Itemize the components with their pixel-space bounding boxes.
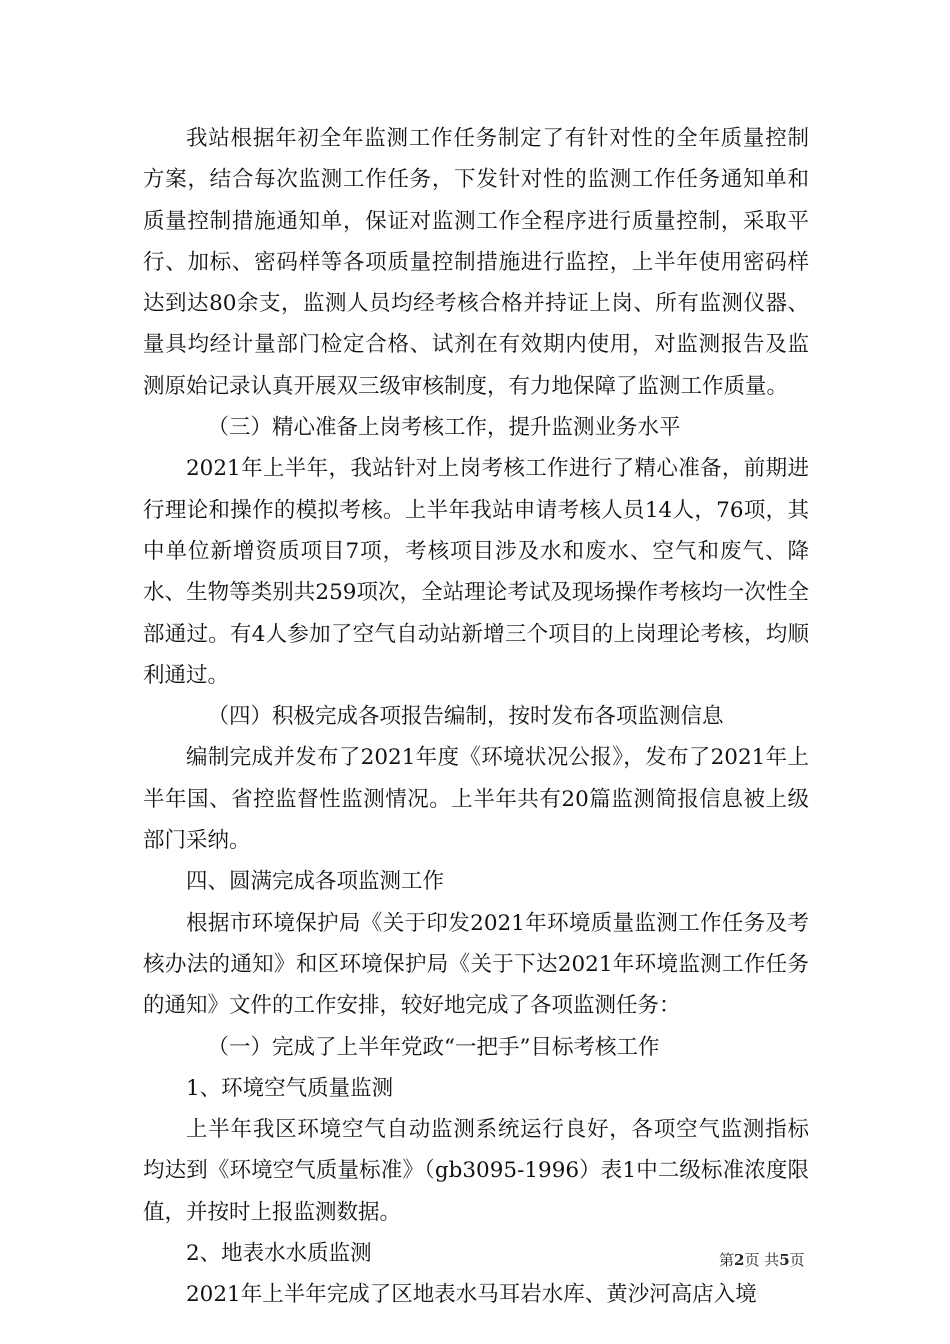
paragraph-task-basis: 根据市环境保护局《关于印发2021年环境质量监测工作任务及考核办法的通知》和区环境保护局《关于下达2021年环境监测工作任务的通知》文件的工作安排，较好地完成了各项监测任务：	[143, 910, 809, 1019]
footer-suffix: 页	[789, 1251, 805, 1269]
heading-part-four: 四、圆满完成各项监测工作	[186, 869, 445, 895]
footer-current-page: 2	[734, 1251, 745, 1269]
footer-prefix: 第	[719, 1251, 735, 1269]
heading-air-quality: 1、环境空气质量监测	[186, 1075, 394, 1101]
paragraph-surface-water: 2021年上半年完成了区地表水马耳岩水库、黄沙河高店入境	[186, 1282, 757, 1308]
paragraph-air-quality: 上半年我区环境空气自动监测系统运行良好，各项空气监测指标均达到《环境空气质量标准》（gb3095-1996）表1中二级标准浓度限值，并按时上报监测数据。	[143, 1117, 809, 1225]
footer-middle: 页 共	[744, 1251, 780, 1269]
page-number-footer	[719, 1251, 805, 1269]
paragraph-exam-preparation: 2021年上半年，我站针对上岗考核工作进行了精心准备，前期进行理论和操作的模拟考核。上半年我站申请考核人员14人，76项，其中单位新增资质项目7项，考核项目涉及水和废水、空气和废气、降水、生物等类别共259项次，全站理论考试及现场操作考核均一次性全部通过。有4人参加了空气自动站新增三个项目的上岗理论考核，均顺利通过。	[143, 456, 809, 688]
paragraph-report-publication: 编制完成并发布了2021年度《环境状况公报》，发布了2021年上半年国、省控监督性监测情况。上半年共有20篇监测简报信息被上级部门采纳。	[143, 745, 809, 854]
footer-total-pages: 5	[779, 1251, 790, 1269]
heading-section-four: （四）积极完成各项报告编制，按时发布各项监测信息	[207, 704, 724, 730]
paragraph-quality-control: 我站根据年初全年监测工作任务制定了有针对性的全年质量控制方案，结合每次监测工作任务，下发针对性的监测工作任务通知单和质量控制措施通知单，保证对监测工作全程序进行质量控制，采取平行、加标、密码样等各项质量控制措施进行监控，上半年使用密码样达到达80余支，监测人员均经考核合格并持证上岗、所有监测仪器、量具均经计量部门检定合格、试剂在有效期内使用，对监测报告及监测原始记录认真开展双三级审核制度，有力地保障了监测工作质量。	[143, 126, 809, 399]
heading-section-three: （三）精心准备上岗考核工作，提升监测业务水平	[207, 415, 681, 441]
document-body	[143, 118, 809, 1316]
heading-subsection-one: （一）完成了上半年党政“一把手”目标考核工作	[207, 1034, 660, 1060]
heading-surface-water: 2、地表水水质监测	[186, 1241, 372, 1267]
